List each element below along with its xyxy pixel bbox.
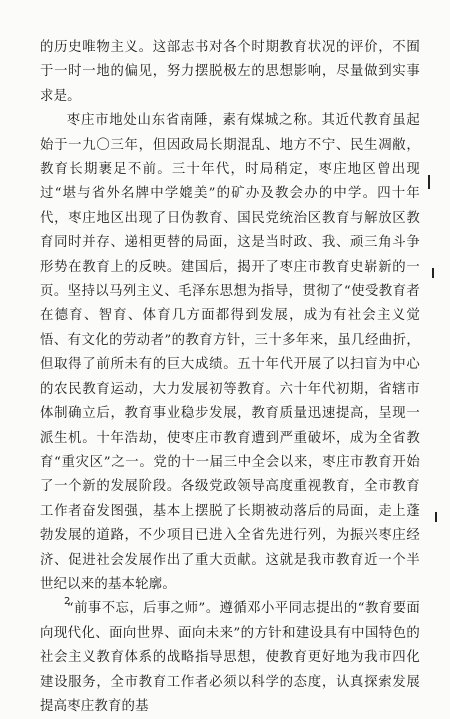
paragraph: 的历史唯物主义。这部志书对各个时期教育状况的评价，不囿于一时一地的偏见，努力摆脱极左的思想影响，尽量做到实事求是。 [40,40,420,104]
body-text [40,36,420,719]
page-number: 2 [64,596,71,607]
margin-mark [435,512,437,522]
margin-mark [428,175,430,189]
paragraph: “前事不忘，后事之师”。遵循邓小平同志提出的“教育要面向现代化、面向世界、面向未来”的方针和建设具有中国特色的社会主义教育体系的战略指导思想，使教育更好地为我市四化建设服务，全市教育工作者必须以科学的态度，认真探索发展提高枣庄教育的基 [40,601,420,714]
paragraph: 枣庄市地处山东省南陲，素有煤城之称。其近代教育虽起始于一九〇三年，但因政局长期混乱、地方不宁、民生凋敝，教育长期裹足不前。三十年代，时局稍定，枣庄地区曾出现过“堪与省外名牌中学媲美”的矿办及教会办的中学。四十年代，枣庄地区出现了日伪教育、国民党统治区教育与解放区教育同时并存、递相更替的局面，这是当时政、我、顽三角斗争形势在教育上的反映。建国后，揭开了枣庄市教育史崭新的一页。坚持以马列主义、毛泽东思想为指导，贯彻了“使受教育者在德育、智育、体育几方面都得到发展，成为有社会主义觉悟、有文化的劳动者”的教育方针，三十多年来，虽几经曲折，但取得了前所未有的巨大成绩。五十年代开展了以扫盲为中心的农民教育运动，大力发展初等教育。六十年代初期，省辖市体制确立后，教育事业稳步发展，教育质量迅速提高，呈现一派生机。十年浩劫，使枣庄市教育遭到严重破坏，成为全省教育“重灾区”之一。党的十一届三中全会以来，枣庄市教育开始了一个新的发展阶段。各级党政领导高度重视教育，全市教育工作者奋发图强，基本上摆脱了长期被动落后的局面，走上蓬勃发展的道路，不少项目已进入全省先进行列，为振兴枣庄经济、促进社会发展作出了重大贡献。这就是我市教育近一个半世纪以来的基本轮廓。 [40,113,420,592]
margin-mark [432,268,434,278]
